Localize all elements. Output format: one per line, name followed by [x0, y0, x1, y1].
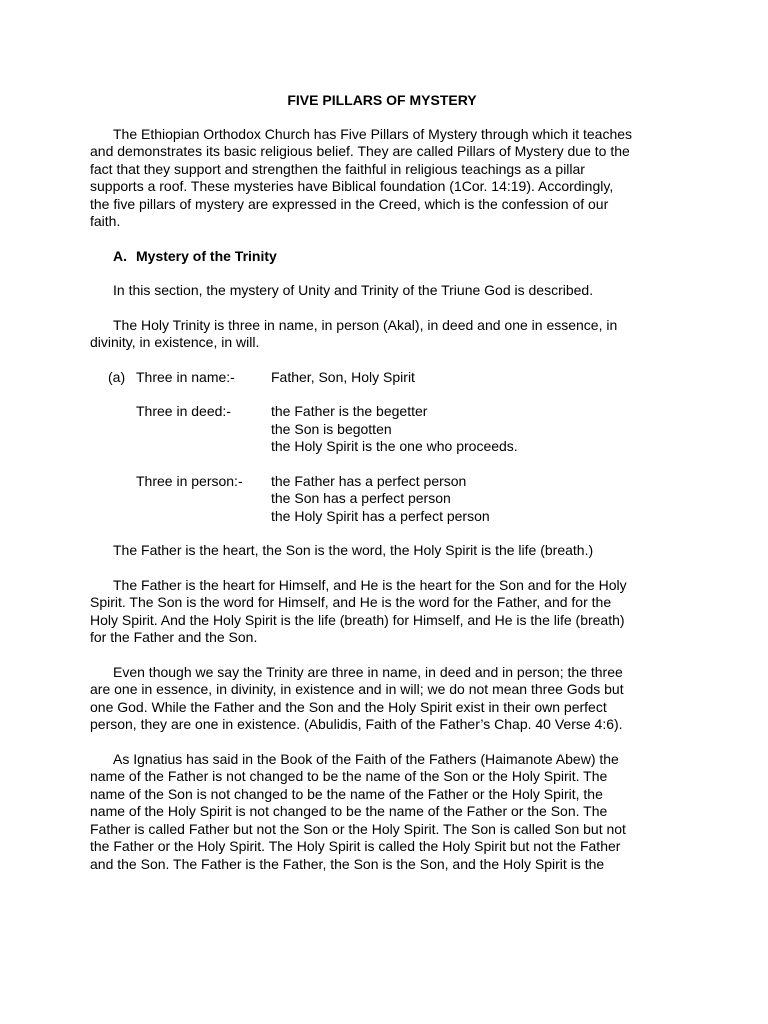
list-value: the Son is begotten	[271, 420, 392, 437]
list-values-person	[271, 473, 674, 526]
section-letter: A.	[113, 247, 127, 264]
spacer	[90, 525, 674, 542]
spacer	[90, 300, 674, 317]
document-page	[90, 92, 674, 873]
paragraph-2: The Holy Trinity is three in name, in person (Akal), in deed and one in essence, in divinity, in existence, in will.	[90, 316, 618, 350]
list-value: the Holy Spirit has a perfect person	[271, 507, 490, 524]
list-marker: (a)	[108, 368, 126, 385]
list-marker-empty	[90, 403, 136, 456]
document-title: FIVE PILLARS OF MYSTERY	[287, 92, 477, 108]
spacer	[90, 734, 674, 751]
list-label-name: Three in name:-	[136, 368, 235, 385]
list-row-deed	[90, 403, 674, 456]
paragraph-4: The Father is the heart for Himself, and He is the heart for the Son and for the Holy Spirit. The Son is the word for Himself, and He is the word for the Father, and for the Holy Spirit. And the Holy Spirit is the life (breath) for Himself, and He is the life (breath) for the Father and the Son.	[90, 576, 627, 645]
paragraph-6: As Ignatius has said in the Book of the Faith of the Fathers (Haimanote Abew) the name of the Father is not changed to be the name of the Son or the Holy Spirit. The name of the Son is not changed to be the name of the Father or the Holy Spirit, the name of the Holy Spirit is not changed to be the name of the Father or the Son. The Father is called Father but not the Son or the Holy Spirit. The Son is called Son but not the Father or the Holy Spirit. The Holy Spirit is called the Holy Spirit but not the Father and the Son. The Father is the Father, the Son is the Son, and the Holy Spirit is the	[90, 750, 626, 872]
paragraph-3: The Father is the heart, the Son is the word, the Holy Spirit is the life (breath.)	[113, 542, 594, 558]
spacer	[90, 386, 674, 403]
list-label-person: Three in person:-	[136, 472, 243, 489]
list-row-name	[90, 369, 674, 387]
section-heading-text: Mystery of the Trinity	[136, 247, 277, 264]
paragraph-5: Even though we say the Trinity are three in name, in deed and in person; the three are one in essence, in divinity, in existence and in will; we do not mean three Gods but one God. While the Father and the Son and the Holy Spirit exist in their own perfect person, they are one in existence. (Abulidis, Faith of the Father’s Chap. 40 Verse 4:6).	[90, 663, 624, 732]
list-marker-empty	[90, 473, 136, 526]
spacer	[90, 352, 674, 369]
list-values-name	[271, 369, 674, 387]
spacer	[90, 456, 674, 473]
list-values-deed	[271, 403, 674, 456]
spacer	[90, 647, 674, 664]
spacer	[90, 231, 674, 248]
list-value: the Son has a perfect person	[271, 490, 451, 506]
paragraph-1: In this section, the mystery of Unity and Trinity of the Triune God is described.	[113, 282, 594, 298]
section-a-heading	[90, 248, 674, 266]
list-label-deed: Three in deed:-	[136, 403, 231, 419]
list-value: the Father is the begetter	[271, 403, 428, 419]
list-value: the Father has a perfect person	[271, 472, 467, 489]
list-value: Father, Son, Holy Spirit	[271, 368, 415, 385]
list-row-person	[90, 473, 674, 526]
spacer	[90, 265, 674, 282]
list-value: the Holy Spirit is the one who proceeds.	[271, 438, 518, 454]
spacer	[90, 560, 674, 577]
intro-paragraph: The Ethiopian Orthodox Church has Five Pillars of Mystery through which it teaches and demonstrates its basic religious belief. They are called Pillars of Mystery due to the fact that they support and strengthen the faithful in religious teachings as a pillar supports a roof. These mysteries have Biblical foundation (1Cor. 14:19). Accordingly, the five pillars of mystery are expressed in the Creed, which is the confession of our faith.	[90, 125, 633, 229]
